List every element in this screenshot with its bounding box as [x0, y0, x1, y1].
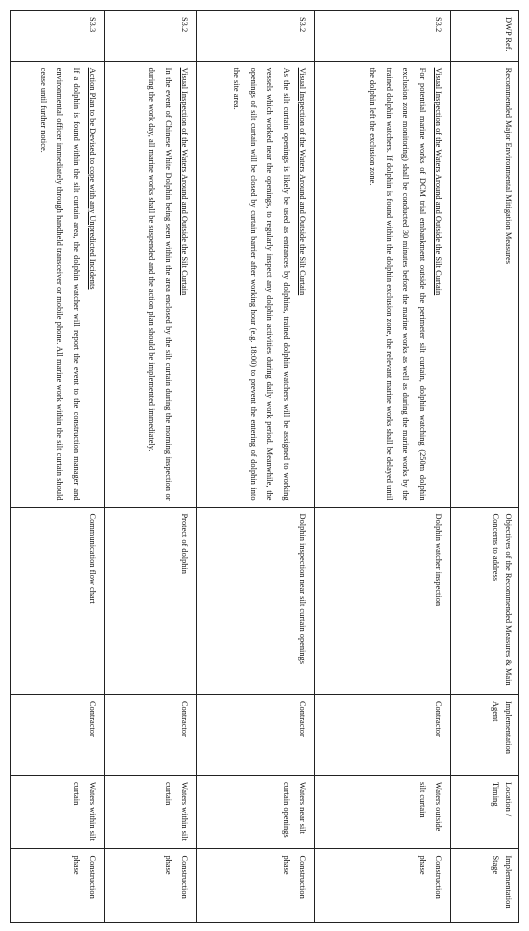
measure-body: As the silt curtain openings is likely be used as entrances by dolphins, trained dolphin watchers will be assigned to working vessels which worked near the openings, to regularly inspect any dolphin activities during daily work period. Meanwhile, the openings of silt curtain will be closed by curtain barrier after working hour (e.g. 18:00) to prevent the entering of dolphin into the site area.: [232, 67, 291, 501]
header-measures: Recommended Major Environmental Mitigation Measures: [451, 61, 519, 507]
row-agent: Contractor: [105, 694, 197, 775]
header-stage: Implementation Stage: [451, 849, 519, 923]
row-measure: [315, 61, 451, 507]
table-row: [105, 11, 197, 923]
row-measure: [11, 61, 105, 507]
table-row: [197, 11, 315, 923]
row-objective: Communication flow chart: [11, 507, 105, 694]
table-header-row: [451, 11, 519, 923]
row-location: Waters within silt curtain: [105, 776, 197, 849]
row-location: Waters outside silt curtain: [315, 776, 451, 849]
row-location: Waters within silt curtain: [11, 776, 105, 849]
row-measure: [197, 61, 315, 507]
measure-heading: Action Plan to be Devised to cope with any Unpredicted Incidents: [88, 67, 97, 290]
row-ref: S3.3: [11, 11, 105, 62]
measure-body: For potential marine works of DCM trial embankment outside the perimeter silt curtain, dolphin watching (250m dolphin exclusion zone monitoring) shall be conducted 30 minutes before the marine works as well as during the marine works by the trained dolphin watchers. If dolphin is found within the dolphin exclusion zone, the relevant marine works shall be delayed until the dolphin left the exclusion zone.: [368, 67, 427, 501]
row-ref: S3.2: [197, 11, 315, 62]
table-row: [315, 11, 451, 923]
measure-heading: Visual Inspection of the Waters Around and Outside the Silt Curtain: [298, 67, 307, 296]
row-stage: Construction phase: [11, 849, 105, 923]
row-stage: Construction phase: [105, 849, 197, 923]
rotated-table-container: [11, 10, 519, 923]
measure-body: If a dolphin is found within the silt curtain area, the dolphin watcher will report the event to the construction manager and environmental officer immediately through handheld transceiver or mobile phone. All marine work within the silt curtain should cease until further notice.: [38, 67, 81, 501]
row-agent: Contractor: [11, 694, 105, 775]
row-ref: S3.2: [315, 11, 451, 62]
measure-heading: Visual Inspection of the Waters Around and Outside the Silt Curtain: [434, 67, 443, 296]
header-ref: DWP Ref.: [451, 11, 519, 62]
row-stage: Construction phase: [315, 849, 451, 923]
row-objective: Dolphin inspection near silt curtain openings: [197, 507, 315, 694]
row-agent: Contractor: [197, 694, 315, 775]
row-objective: Protect of dolphin: [105, 507, 197, 694]
header-location: Location / Timing: [451, 776, 519, 849]
table-row: [11, 11, 105, 923]
row-ref: S3.2: [105, 11, 197, 62]
header-agent: Implementation Agent: [451, 694, 519, 775]
row-stage: Construction phase: [197, 849, 315, 923]
row-location: Waters near silt curtain openings: [197, 776, 315, 849]
row-agent: Contractor: [315, 694, 451, 775]
header-objectives: Objectives of the Recommended Measures & Main Concerns to address: [451, 507, 519, 694]
row-objective: Dolphin watcher inspection: [315, 507, 451, 694]
measure-body: In the event of Chinese White Dolphin being seen within the area enclosed by the silt curtain during the morning inspection or during the work day, all marine works shall be suspended and the action plan should be implemented immediately.: [147, 67, 173, 501]
row-measure: [105, 61, 197, 507]
mitigation-measures-table: [10, 10, 519, 923]
measure-heading: Visual Inspection of the Waters Around and Outside the Silt Curtain: [180, 67, 189, 296]
